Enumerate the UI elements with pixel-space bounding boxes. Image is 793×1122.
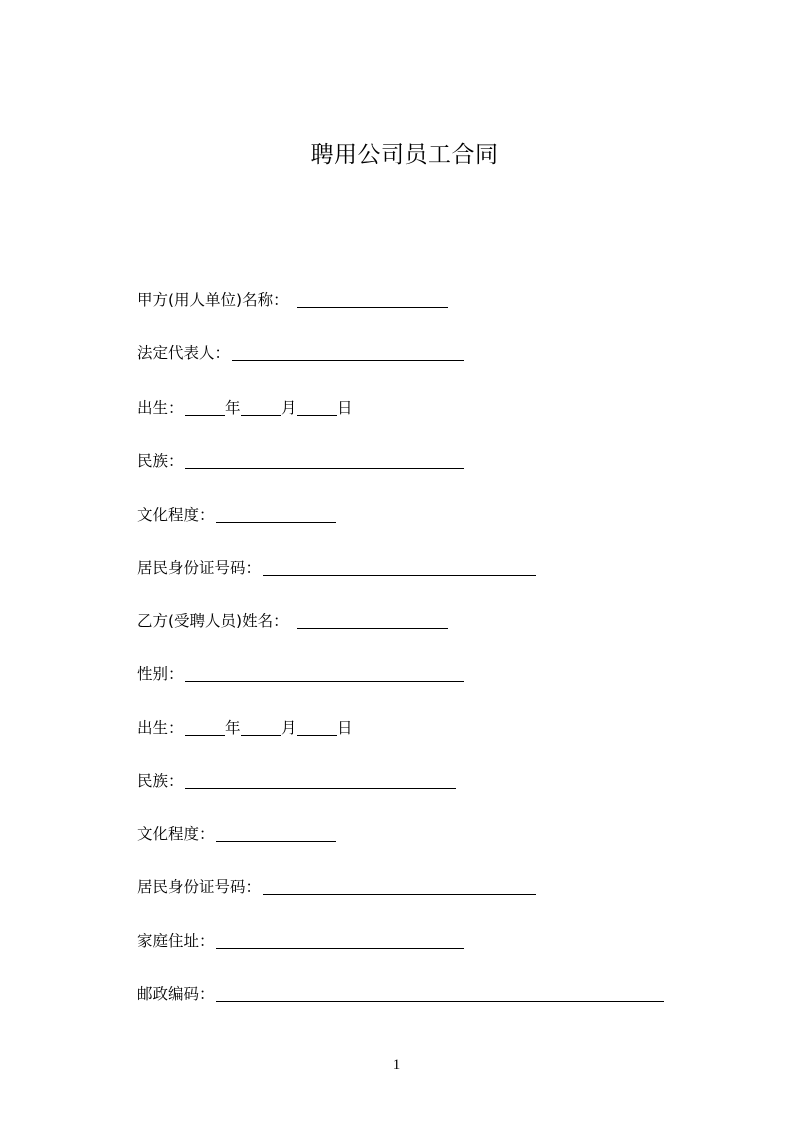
page-number: 1: [392, 1057, 401, 1073]
party-b-gender-row: [137, 664, 737, 684]
party-a-education-row: [137, 505, 737, 525]
party-b-name-label: 乙方(受聘人员)姓名：: [137, 612, 289, 630]
party-b-education-row: [137, 824, 737, 844]
party-b-birth-day-label: 日: [337, 719, 353, 737]
party-a-name-blank: [297, 290, 448, 308]
party-a-id-number-blank: [263, 558, 536, 576]
party-a-birth-month-label: 月: [281, 399, 297, 417]
party-b-address-row: [137, 931, 737, 951]
party-a-ethnicity-blank: [185, 451, 464, 469]
party-b-id-number-label: 居民身份证号码：: [137, 878, 262, 896]
party-a-birth-day-blank: [297, 398, 337, 416]
party-a-birth-label: 出生：: [137, 399, 184, 417]
party-a-birth-day-label: 日: [337, 399, 353, 417]
party-b-ethnicity-row: [137, 771, 737, 791]
party-b-birth-label: 出生：: [137, 719, 184, 737]
party-b-id-number-blank: [263, 877, 536, 895]
party-a-birth-month-blank: [241, 398, 281, 416]
party-a-ethnicity-row: [137, 451, 737, 471]
party-a-birth-year-label: 年: [225, 399, 241, 417]
party-a-education-label: 文化程度：: [137, 506, 215, 524]
party-b-gender-label: 性别：: [137, 665, 184, 683]
party-b-birth-month-label: 月: [281, 719, 297, 737]
party-b-birth-year-blank: [185, 718, 225, 736]
party-a-legal-rep-label: 法定代表人：: [137, 344, 231, 362]
party-b-name-blank: [297, 611, 448, 629]
party-a-birth-row: [137, 398, 737, 418]
party-a-legal-rep-row: [137, 343, 737, 363]
party-b-birth-month-blank: [241, 718, 281, 736]
party-b-address-label: 家庭住址：: [137, 932, 215, 950]
party-a-education-blank: [216, 505, 336, 523]
document-title: 聘用公司员工合同: [310, 142, 499, 168]
party-b-gender-blank: [185, 664, 464, 682]
party-a-name-row: [137, 290, 737, 310]
party-b-postal-code-row: [137, 984, 737, 1004]
party-a-ethnicity-label: 民族：: [137, 452, 184, 470]
party-b-postal-code-label: 邮政编码：: [137, 985, 215, 1003]
party-b-birth-day-blank: [297, 718, 337, 736]
party-b-birth-row: [137, 718, 737, 738]
party-a-name-label: 甲方(用人单位)名称：: [137, 291, 289, 309]
party-b-postal-code-blank: [216, 984, 664, 1002]
party-b-ethnicity-label: 民族：: [137, 772, 184, 790]
party-b-birth-year-label: 年: [225, 719, 241, 737]
party-b-name-row: [137, 611, 737, 631]
party-a-id-number-label: 居民身份证号码：: [137, 559, 262, 577]
party-b-education-label: 文化程度：: [137, 825, 215, 843]
party-b-education-blank: [216, 824, 336, 842]
party-a-legal-rep-blank: [232, 343, 464, 361]
party-b-id-number-row: [137, 877, 737, 897]
party-b-address-blank: [216, 931, 464, 949]
party-a-id-number-row: [137, 558, 737, 578]
party-b-ethnicity-blank: [185, 771, 456, 789]
party-a-birth-year-blank: [185, 398, 225, 416]
